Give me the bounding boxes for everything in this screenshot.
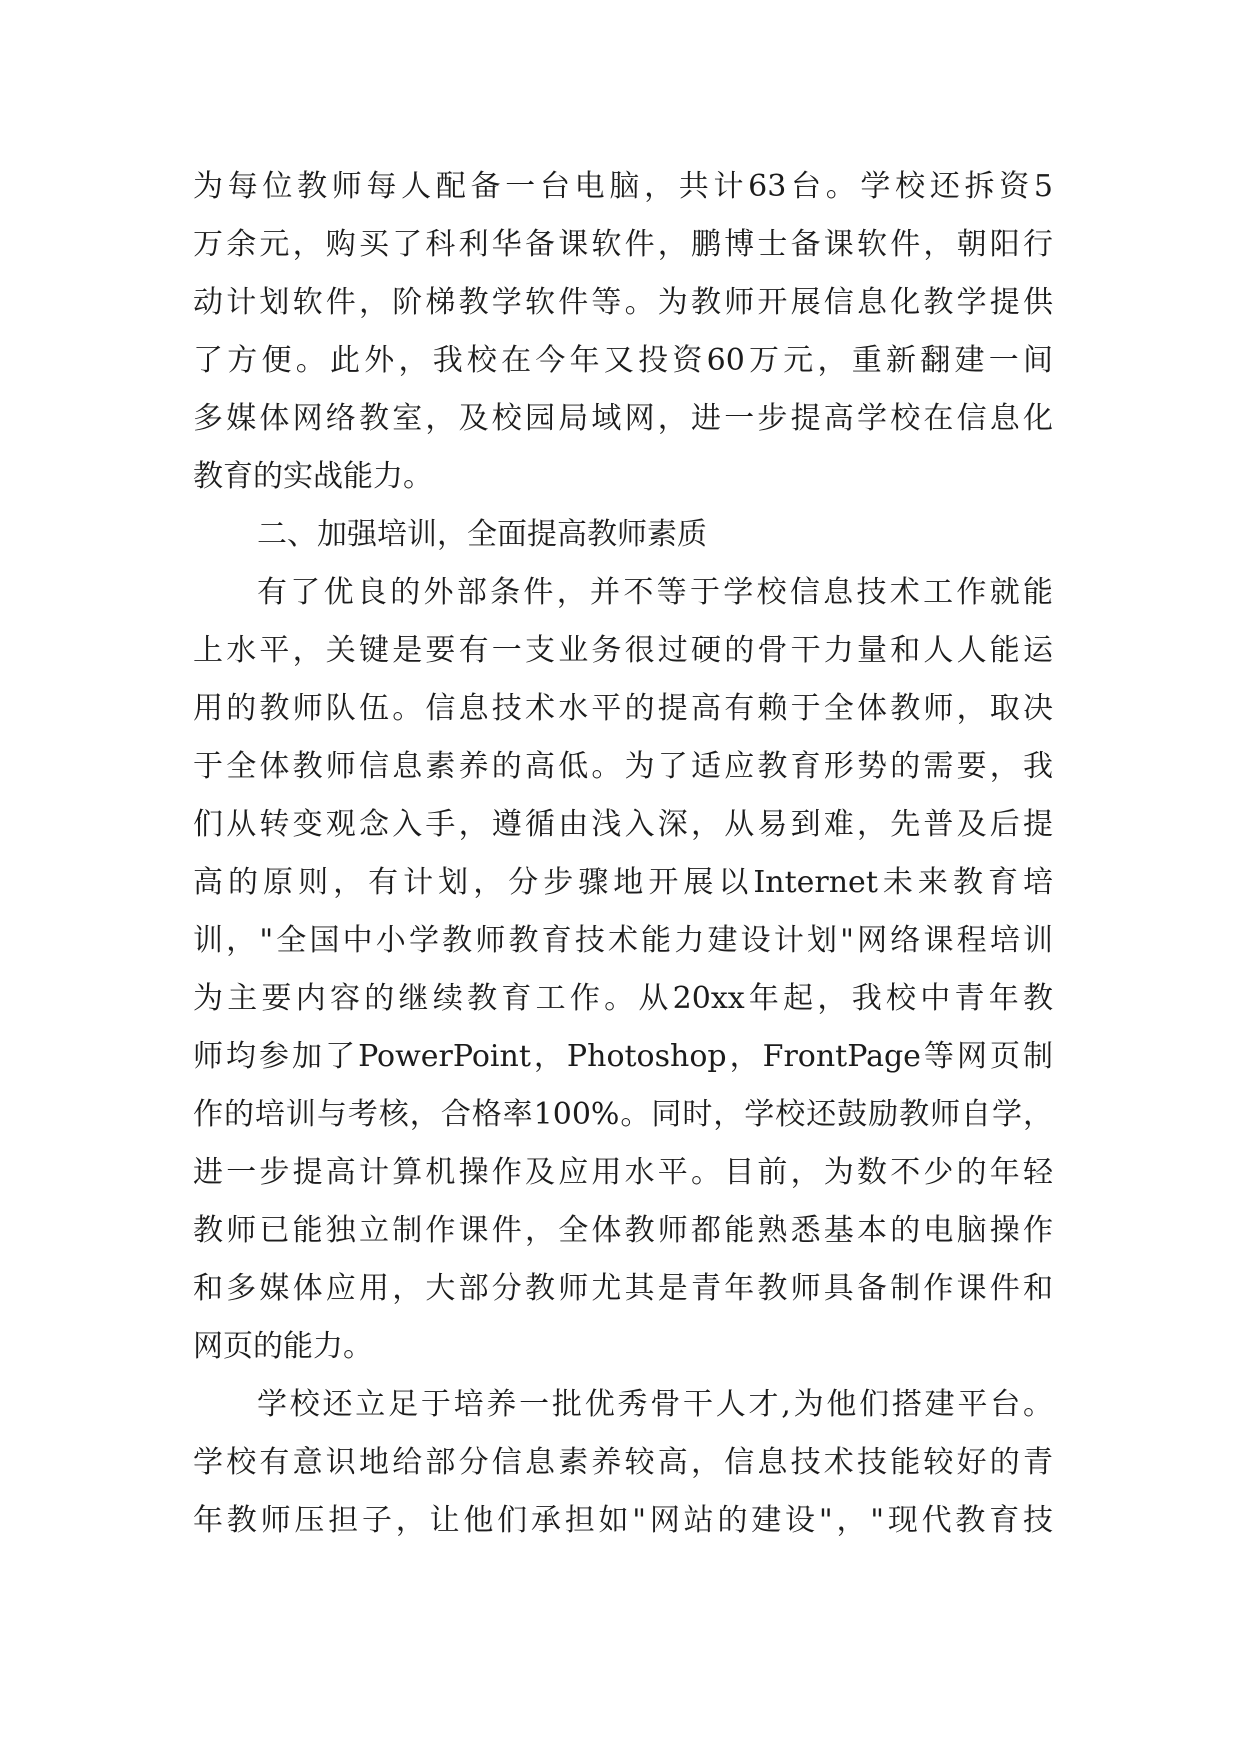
- paragraph-line: 师均参加了PowerPoint，Photoshop，FrontPage等网页制: [193, 1039, 1053, 1074]
- paragraph-line: 万余元，购买了科利华备课软件，鹏博士备课软件，朝阳行: [193, 227, 1053, 262]
- paragraph-3: [193, 1376, 1053, 1550]
- document-body: [193, 158, 1053, 1550]
- paragraph-line: 多媒体网络教室，及校园局域网，进一步提高学校在信息化: [193, 401, 1053, 436]
- paragraph-line: 为主要内容的继续教育工作。从20xx年起，我校中青年教: [193, 981, 1053, 1016]
- paragraph-line: 上水平，关键是要有一支业务很过硬的骨干力量和人人能运: [193, 633, 1053, 668]
- paragraph-line: 用的教师队伍。信息技术水平的提高有赖于全体教师，取决: [193, 691, 1053, 726]
- paragraph-line: 了方便。此外，我校在今年又投资60万元，重新翻建一间: [193, 343, 1053, 378]
- paragraph-2: [193, 564, 1053, 1376]
- paragraph-line: 学校还立足于培养一批优秀骨干人才,为他们搭建平台。: [257, 1387, 1053, 1422]
- paragraph-line: 训，"全国中小学教师教育技术能力建设计划"网络课程培训: [193, 923, 1053, 958]
- paragraph-line: 学校有意识地给部分信息素养较高，信息技术技能较好的青: [193, 1445, 1053, 1480]
- paragraph-line: 作的培训与考核，合格率100%。同时，学校还鼓励教师自学，: [193, 1097, 1053, 1132]
- paragraph-line: 年教师压担子，让他们承担如"网站的建设"，"现代教育技: [193, 1503, 1053, 1538]
- paragraph-line: 于全体教师信息素养的高低。为了适应教育形势的需要，我: [193, 749, 1053, 784]
- paragraph-1: [193, 158, 1053, 506]
- paragraph-line: 进一步提高计算机操作及应用水平。目前，为数不少的年轻: [193, 1155, 1053, 1190]
- paragraph-line: 动计划软件，阶梯教学软件等。为教师开展信息化教学提供: [193, 285, 1053, 320]
- section-heading: 二、加强培训，全面提高教师素质: [257, 517, 707, 552]
- paragraph-line: 教育的实战能力。: [193, 459, 433, 494]
- paragraph-line: 为每位教师每人配备一台电脑，共计63台。学校还拆资5: [193, 169, 1053, 204]
- paragraph-line: 们从转变观念入手，遵循由浅入深，从易到难，先普及后提: [193, 807, 1053, 842]
- paragraph-line: 教师已能独立制作课件，全体教师都能熟悉基本的电脑操作: [193, 1213, 1053, 1248]
- paragraph-line: 有了优良的外部条件，并不等于学校信息技术工作就能: [257, 575, 1053, 610]
- paragraph-line: 和多媒体应用，大部分教师尤其是青年教师具备制作课件和: [193, 1271, 1053, 1306]
- paragraph-line: 高的原则，有计划，分步骤地开展以Internet未来教育培: [193, 865, 1053, 900]
- paragraph-line: 网页的能力。: [193, 1329, 373, 1364]
